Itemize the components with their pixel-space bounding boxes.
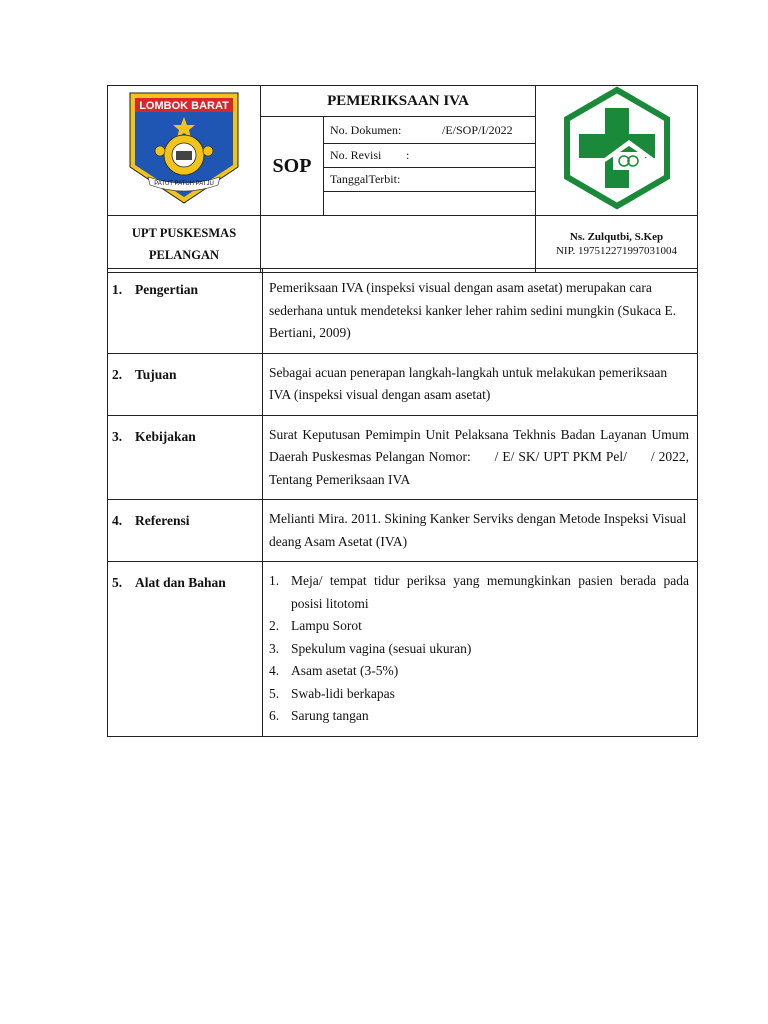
lombok-barat-logo-cell bbox=[108, 86, 261, 216]
section-row bbox=[108, 500, 698, 562]
signer-nip: NIP. 197512271997031004 bbox=[555, 245, 677, 257]
list-item-number: 6. bbox=[269, 708, 280, 723]
list-item bbox=[269, 638, 689, 661]
meta-row-tanggal bbox=[324, 168, 536, 192]
list-item bbox=[269, 615, 689, 638]
section-label: Referensi bbox=[135, 513, 190, 528]
signer-cell bbox=[536, 216, 698, 273]
section-number: 2. bbox=[112, 366, 123, 382]
section-text: Sebagai acuan penerapan langkah-langkah untuk melakukan pemeriksaan IVA (inspeksi visual dengan asam asetat) bbox=[263, 353, 698, 415]
meta-row-dokumen bbox=[324, 117, 536, 144]
list-item bbox=[269, 660, 689, 683]
section-number: 1. bbox=[112, 282, 123, 297]
list-item-number: 1. bbox=[269, 573, 280, 588]
unit-name bbox=[108, 216, 261, 273]
meta-row-revisi bbox=[324, 144, 536, 168]
equipment-list bbox=[269, 570, 689, 728]
section-number: 5. bbox=[112, 575, 123, 590]
section-row bbox=[108, 562, 698, 737]
list-item-number: 2. bbox=[269, 618, 280, 633]
unit-name-line2: PELANGAN bbox=[148, 248, 220, 262]
meta-label: TanggalTerbit: bbox=[330, 172, 401, 186]
meta-label: No. Revisi bbox=[330, 148, 382, 162]
meta-label: No. Dokumen: bbox=[330, 122, 402, 137]
puskesmas-logo-cell bbox=[536, 86, 698, 216]
section-list-cell bbox=[263, 562, 698, 737]
list-item-text: Swab-lidi berkapas bbox=[291, 685, 395, 701]
logo-banner-text: LOMBOK BARAT bbox=[139, 100, 229, 112]
unit-name-line1: UPT PUSKESMAS bbox=[131, 226, 237, 240]
sop-body-table bbox=[107, 268, 698, 737]
list-item-number: 5. bbox=[269, 685, 280, 701]
list-item-text: Sarung tangan bbox=[291, 708, 369, 723]
list-item bbox=[269, 683, 689, 706]
section-label: Alat dan Bahan bbox=[135, 575, 226, 590]
section-text: Pemeriksaan IVA (inspeksi visual dengan asam asetat) merupakan cara sederhana untuk mendeteksi kanker leher rahim sedini mungkin (Sukaca E. Bertiani, 2009) bbox=[263, 269, 698, 354]
section-row bbox=[108, 353, 698, 415]
sop-header-table bbox=[107, 85, 698, 273]
section-label: Kebijakan bbox=[135, 428, 196, 444]
list-item-text: Meja/ tempat tidur periksa yang memungkinkan pasien berada pada posisi litotomi bbox=[291, 573, 689, 611]
document-title: PEMERIKSAAN IVA bbox=[261, 86, 536, 117]
section-row bbox=[108, 269, 698, 354]
list-item bbox=[269, 570, 689, 615]
meta-value: : bbox=[406, 148, 410, 162]
section-text: Surat Keputusan Pemimpin Unit Pelaksana Tekhnis Badan Layanan Umum Daerah Puskesmas Pelangan Nomor: / E/ SK/ UPT PKM Pel/ / 2022, Tentang Pemeriksaan IVA bbox=[263, 415, 698, 500]
meta-row-empty bbox=[324, 192, 536, 216]
puskesmas-logo-icon bbox=[555, 86, 679, 210]
section-label: Tujuan bbox=[135, 366, 177, 382]
list-item-text: Spekulum vagina (sesuai ukuran) bbox=[291, 640, 472, 656]
list-item-number: 4. bbox=[269, 663, 280, 678]
section-number: 4. bbox=[112, 513, 123, 528]
section-text: Melianti Mira. 2011. Skining Kanker Serviks dengan Metode Inspeksi Visual deang Asam Asetat (IVA) bbox=[263, 500, 698, 562]
section-row bbox=[108, 415, 698, 500]
signer-name: Ns. Zulqutbi, S.Kep bbox=[569, 231, 664, 243]
empty-cell bbox=[261, 216, 536, 273]
sop-label: SOP bbox=[261, 117, 324, 216]
section-label: Pengertian bbox=[135, 282, 198, 297]
list-item-number: 3. bbox=[269, 640, 280, 656]
logo-motto-text: PATUT PATUH PATJU bbox=[154, 181, 214, 187]
list-item bbox=[269, 705, 689, 728]
meta-value: /E/SOP/I/2022 bbox=[442, 122, 513, 137]
section-number: 3. bbox=[112, 428, 123, 444]
list-item-text: Asam asetat (3-5%) bbox=[291, 663, 399, 678]
list-item-text: Lampu Sorot bbox=[291, 618, 362, 633]
lombok-barat-logo bbox=[126, 89, 242, 207]
